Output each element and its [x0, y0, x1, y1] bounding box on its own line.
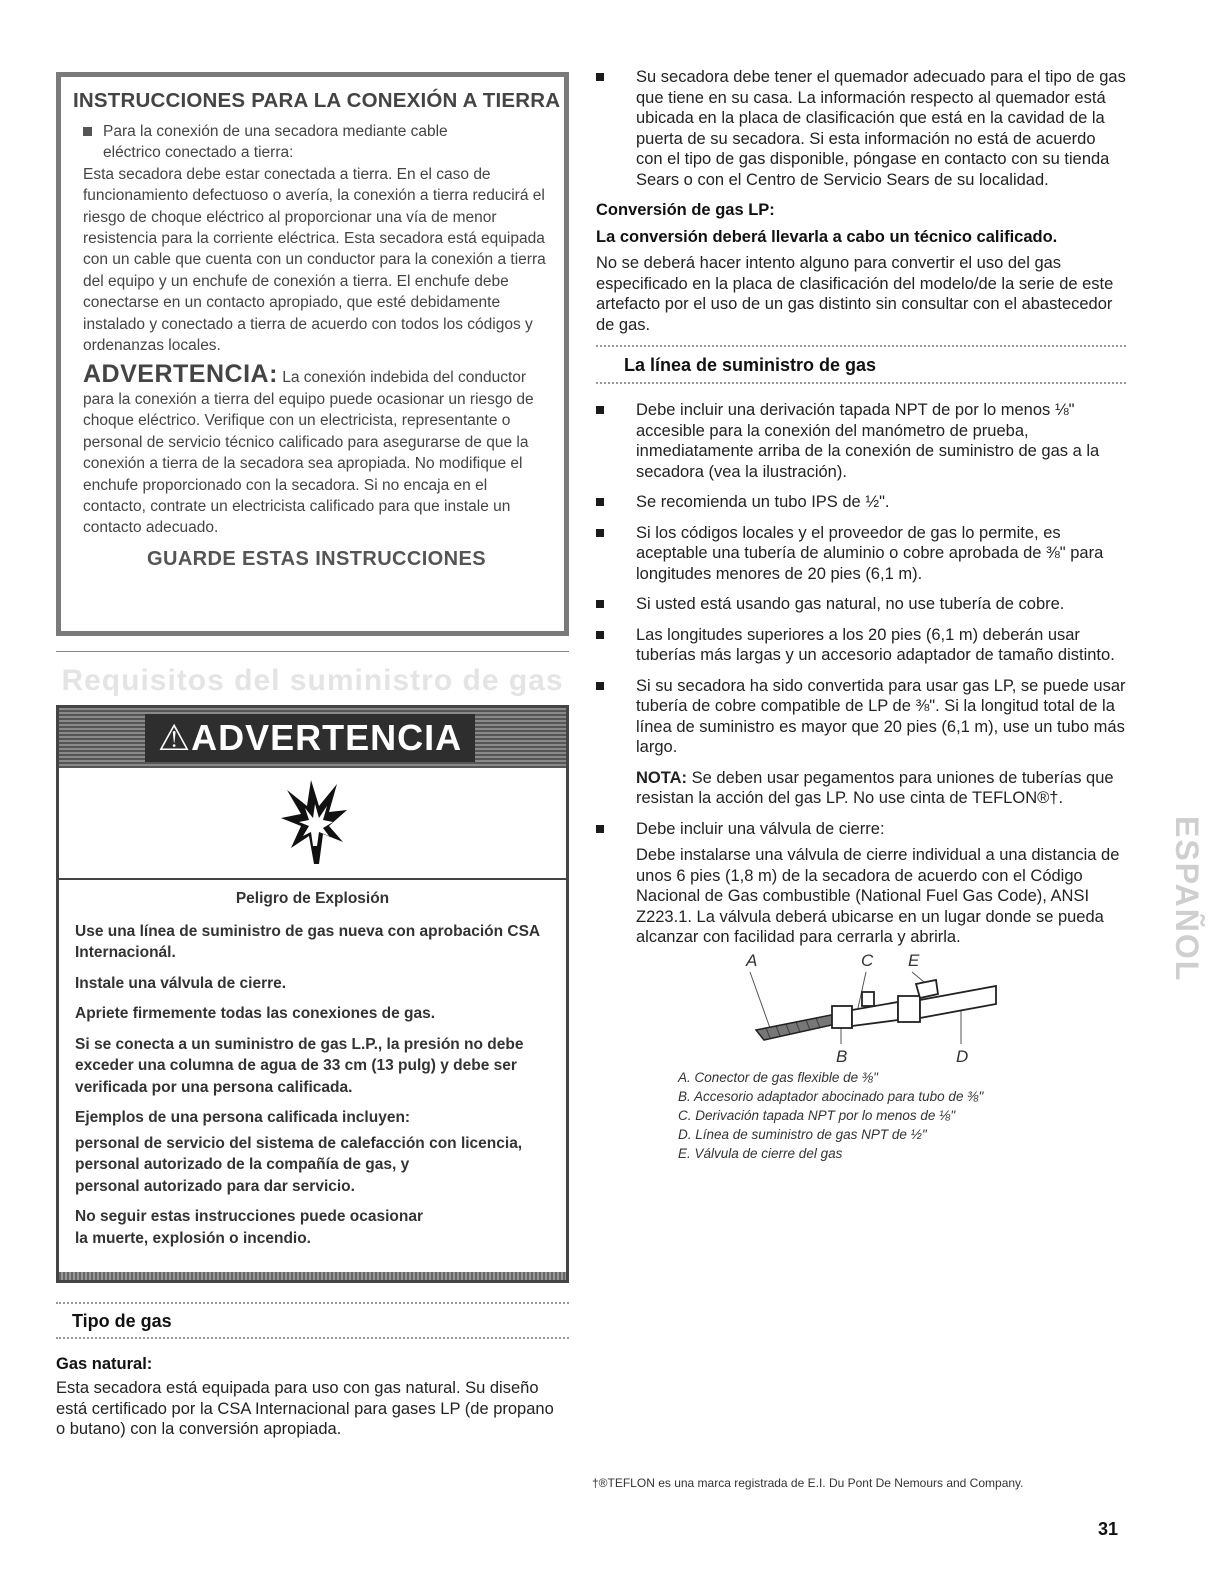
page-number: 31	[1098, 1519, 1119, 1539]
diagram-label-b: B	[836, 1046, 848, 1066]
gas-connection-diagram-graphic	[636, 948, 1056, 1068]
language-side-tab	[1150, 812, 1205, 1054]
grounding-bullet: Para la conexión de una secadora mediante cable	[83, 121, 550, 142]
grounding-title: INSTRUCCIONES PARA LA CONEXIÓN A TIERRA	[73, 89, 561, 112]
warning-word: ADVERTENCIA:	[83, 360, 278, 389]
note-text: Se deben usar pegamentos para uniones de tuberías que resistan la acción del gas LP. No use cinta de TEFLON®†.	[636, 768, 1114, 807]
lp-conversion-heading: Conversión de gas LP:	[596, 201, 775, 219]
valve-text: Debe instalarse una válvula de cierre individual a una distancia de unos 6 pies (1,8 m) de la secadora de acuerdo con el Código Nacional de Gas combustible (National Fuel Gas Code), ANSI Z223.1. La válvula deberá ubicarse en un lugar donde se pueda alcanzar con facilidad para cerrarla y abrirla.	[636, 846, 1120, 946]
dotted-rule	[56, 1302, 569, 1304]
grounding-body	[83, 121, 550, 570]
explosion-warning-box	[56, 705, 569, 1283]
warning-line: Ejemplos de una persona calificada incluyen:	[75, 1109, 411, 1126]
bullet-square-icon	[596, 406, 604, 414]
list-item: Su secadora debe tener el quemador adecuado para el tipo de gas que tiene en su casa. La información respecto al quemador está ubicada en la placa de clasificación que está en la cavidad de la puerta de su secadora. Si esta información no está de acuerdo con el tipo de gas disponible, póngase en contacto con su tienda Sears o con el Centro de Servicio Sears de su localidad.	[596, 67, 1126, 190]
legend-item: E. Válvula de cierre del gas	[678, 1145, 843, 1161]
right-column	[596, 67, 1126, 1163]
warning-line: Instale una válvula de cierre.	[75, 974, 287, 992]
diagram-label-c: C	[861, 950, 874, 970]
diagram-legend	[678, 1068, 1126, 1163]
list-item: Si usted está usando gas natural, no use tubería de cobre.	[596, 594, 1126, 615]
explosion-icon	[279, 776, 349, 868]
note-label: NOTA:	[636, 768, 688, 787]
warning-line: Apriete firmemente todas las conexiones de gas.	[75, 1005, 436, 1022]
dotted-rule	[596, 345, 1126, 347]
bullet-square-icon	[596, 825, 604, 833]
bullet-square-icon	[596, 73, 604, 81]
supply-line-heading: La línea de suministro de gas	[624, 355, 877, 375]
warning-banner-title: ⚠ADVERTENCIA	[145, 714, 475, 762]
section-divider	[56, 651, 569, 652]
list-item: Debe incluir una válvula de cierre:	[596, 819, 1126, 840]
gas-type-heading: Tipo de gas	[72, 1311, 172, 1331]
gas-connection-diagram	[636, 948, 1126, 1068]
warning-line: personal de servicio del sistema de calefacción con licencia, personal autorizado de la compañía de gas, y personal autorizado para dar servicio.	[75, 1134, 523, 1195]
warning-banner	[59, 708, 566, 768]
diagram-label-a: A	[746, 950, 758, 970]
list-item: Debe incluir una derivación tapada NPT de por lo menos ⅛" accesible para la conexión del manómetro de prueba, inmediatamente arriba de la conexión de suministro de gas a la secadora (vea la ilustración).	[596, 400, 1126, 482]
lp-conversion-subheading: La conversión deberá llevarla a cabo un técnico calificado.	[596, 227, 1058, 246]
bullet-square-icon	[596, 682, 604, 690]
list-item: Si los códigos locales y el proveedor de gas lo permite, es aceptable una tubería de aluminio o cobre aprobada de ⅜" para longitudes menores de 20 pies (6,1 m).	[596, 523, 1126, 585]
bullet-square-icon	[83, 127, 92, 136]
section-heading: Requisitos del suministro de gas	[61, 664, 564, 697]
bullet-square-icon	[596, 498, 604, 506]
dotted-rule	[596, 382, 1126, 384]
hazard-title: Peligro de Explosión	[235, 890, 390, 907]
legend-item: D. Línea de suministro de gas NPT de ½"	[678, 1126, 927, 1142]
legend-item: C. Derivación tapada NPT por lo menos de ⅛"	[678, 1107, 956, 1123]
list-item: Si su secadora ha sido convertida para usar gas LP, se puede usar tubería de cobre compatible de LP de ⅜". Si la longitud total de la línea de suministro es mayor que 20 pies (6,1 m), use un tubo más largo.	[596, 676, 1126, 758]
list-item: Se recomienda un tubo IPS de ½".	[596, 492, 1126, 513]
dotted-rule	[56, 1337, 569, 1339]
natural-gas-text: Esta secadora está equipada para uso con gas natural. Su diseño está certificado por la CSA Internacional para gases LP (de propano o butano) con la conversión apropiada.	[56, 1379, 554, 1438]
save-instructions-label: GUARDE ESTAS INSTRUCCIONES	[147, 547, 486, 570]
warning-text-block	[59, 880, 566, 1249]
grounding-bullet-continuation: eléctrico conectado a tierra:	[103, 144, 294, 162]
grounding-instructions-box	[56, 72, 569, 636]
warning-text: La conexión indebida del conductor para la conexión a tierra del equipo puede ocasionar un riesgo de choque eléctrico. Verifique con un electricista, representante o personal de servicio técnico calificado para asegurarse de que la conexión a tierra de la secadora sea apropiada. No modifique el enchufe proporcionado con la secadora. Si no encaja en el contacto, contrate un electricista calificado para que instale un contacto adecuado.	[83, 369, 534, 537]
warning-line: Si se conecta a un suministro de gas L.P., la presión no debe exceder una columna de agua de 33 cm (13 pulg) y debe ser verificada por una persona calificada.	[75, 1035, 524, 1096]
grounding-paragraph: Esta secadora debe estar conectada a tierra. En el caso de funcionamiento defectuoso o avería, la conexión a tierra reducirá el riesgo de choque eléctrico al proporcionar una vía de menor resistencia para la corriente eléctrica. Esta secadora está equipada con un cable que cuenta con un conductor para la conexión a tierra del equipo y un enchufe de conexión a tierra. El enchufe debe conectarse en un contacto apropiado, que esté debidamente instalado y conectado a tierra de acuerdo con todos los códigos y ordenanzas locales.	[83, 165, 546, 355]
warning-line: No seguir estas instrucciones puede ocasionar la muerte, explosión o incendio.	[75, 1208, 424, 1247]
warning-line: Use una línea de suministro de gas nueva con aprobación CSA Internacionál.	[75, 922, 540, 961]
warning-bottom-band	[59, 1272, 566, 1280]
lp-conversion-text: No se deberá hacer intento alguno para convertir el uso del gas especificado en la placa de clasificación del modelo/de la serie de este artefacto por el uso de un gas distinto sin consultar con el abastecedor de gas.	[596, 254, 1114, 334]
legend-item: B. Accesorio adaptador abocinado para tubo de ⅜"	[678, 1088, 984, 1104]
footnote: †®TEFLON es una marca registrada de E.I. Du Pont De Nemours and Company.	[592, 1476, 1024, 1490]
bullet-square-icon	[596, 529, 604, 537]
legend-item: A. Conector de gas flexible de ⅜"	[678, 1069, 878, 1085]
note-paragraph	[636, 768, 1126, 809]
grounding-warning	[83, 360, 550, 538]
side-tab-graphic	[1150, 812, 1205, 1054]
bullet-square-icon	[596, 600, 604, 608]
bullet-square-icon	[596, 631, 604, 639]
list-item: Las longitudes superiores a los 20 pies (6,1 m) deberán usar tuberías más largas y un accesorio adaptador de tamaño distinto.	[596, 625, 1126, 666]
diagram-label-d: D	[956, 1046, 969, 1066]
diagram-label-e: E	[908, 950, 920, 970]
side-tab-text: ESPAÑOL	[1169, 816, 1205, 983]
natural-gas-subheading: Gas natural:	[56, 1355, 153, 1373]
warning-icon-area	[59, 768, 566, 880]
